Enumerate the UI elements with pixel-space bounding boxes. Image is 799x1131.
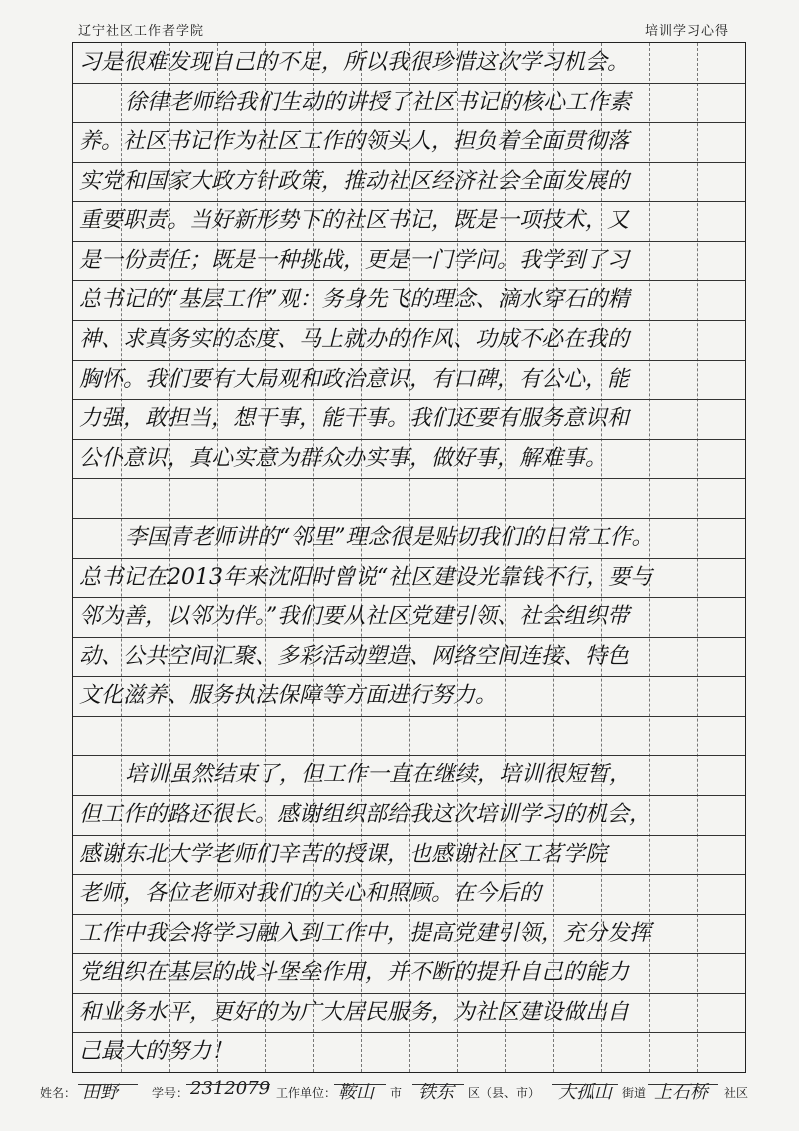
writing-grid	[72, 42, 746, 1073]
district-value: 铁东	[418, 1082, 454, 1103]
text-line: 工作中我会将学习融入到工作中，提高党建引领，充分发挥	[79, 920, 652, 946]
district-suffix: 区（县、市）	[468, 1086, 541, 1100]
text-line: 培训虽然结束了，但工作一直在继续，培训很短暂，	[125, 762, 632, 788]
text-line: 养。社区书记作为社区工作的领头人，担负着全面贯彻落	[79, 129, 630, 155]
text-line: 邻为善，以邻为伴。”我们要从社区党建引领、社会组织带	[79, 604, 630, 630]
name-label: 姓名：	[40, 1086, 77, 1100]
city-underline	[334, 1084, 386, 1085]
text-line: 己最大的努力！	[79, 1039, 234, 1065]
name-underline	[78, 1084, 138, 1085]
city-suffix: 市	[390, 1086, 403, 1100]
text-line: 文化滋养、服务执法保障等方面进行努力。	[79, 683, 498, 709]
document-type: 培训学习心得	[644, 24, 729, 39]
text-line: 感谢东北大学老师们辛苦的授课，也感谢社区工茗学院	[79, 841, 608, 867]
community-value: 上石桥	[654, 1082, 708, 1103]
text-line	[79, 716, 741, 756]
text-line: 力强，敢担当，想干事，能干事。我们还要有服务意识和	[79, 406, 630, 432]
street-value: 大孤山	[558, 1082, 612, 1103]
text-line: 党组织在基层的战斗堡垒作用，并不断的提升自己的能力	[79, 960, 630, 986]
id-value: 2312079	[190, 1078, 271, 1099]
id-underline	[186, 1084, 270, 1085]
text-line: 和业务水平，更好的为广大居民服务，为社区建设做出自	[79, 999, 630, 1025]
text-line: 习是很难发现自己的不足，所以我很珍惜这次学习机会。	[79, 50, 630, 75]
text-line: 总书记在2013年来沈阳时曾说“社区建设光靠钱不行，要与	[79, 564, 653, 590]
city-value: 鞍山	[338, 1082, 374, 1103]
name-value: 田野	[82, 1082, 118, 1103]
street-suffix: 街道	[622, 1086, 647, 1100]
text-line: 但工作的路还很长。感谢组织部给我这次培训学习的机会，	[79, 801, 652, 827]
footer	[40, 1078, 760, 1106]
community-suffix: 社区	[724, 1086, 749, 1100]
text-line: 公仆意识，真心实意为群众办实事，做好事，解难事。	[79, 445, 608, 471]
text-line: 实党和国家大政方针政策，推动社区经济社会全面发展的	[79, 168, 630, 194]
unit-label: 工作单位：	[276, 1086, 337, 1100]
community-underline	[648, 1084, 718, 1085]
text-line: 徐律老师给我们生动的讲授了社区书记的核心工作素	[125, 89, 632, 115]
text-line: 动、公共空间汇聚、多彩活动塑造、网络空间连接、特色	[79, 643, 630, 669]
text-line: 老师，各位老师对我们的关心和照顾。在今后的	[79, 881, 542, 907]
text-line: 总书记的“基层工作”观：务身先飞的理念、滴水穿石的精	[79, 287, 630, 313]
text-line: 重要职责。当好新形势下的社区书记，既是一项技术，又	[79, 208, 630, 234]
text-line: 李国青老师讲的“邻里”理念很是贴切我们的日常工作。	[125, 524, 654, 550]
text-line: 神、求真务实的态度、马上就办的作风、功成不必在我的	[79, 327, 630, 353]
institution-name: 辽宁社区工作者学院	[78, 24, 205, 39]
text-line	[79, 478, 741, 518]
text-line: 胸怀。我们要有大局观和政治意识，有口碑，有公心，能	[79, 366, 630, 392]
street-underline	[552, 1084, 618, 1085]
district-underline	[412, 1084, 464, 1085]
text-line: 是一份责任；既是一种挑战，更是一门学问。我学到了习	[79, 247, 630, 273]
id-label: 学号：	[152, 1086, 189, 1100]
